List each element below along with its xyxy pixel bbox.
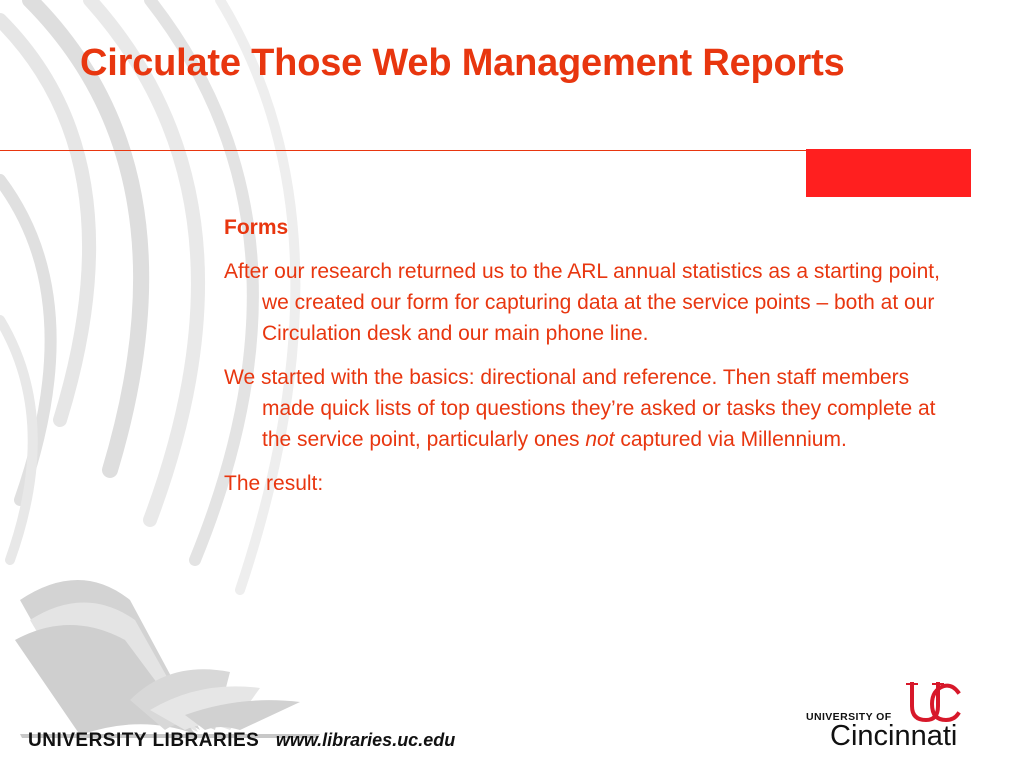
paragraph-basics-end: captured via Millennium. xyxy=(614,428,847,451)
emphasis-not: not xyxy=(585,428,615,451)
uc-logo xyxy=(806,680,981,756)
book-icon xyxy=(15,580,320,738)
accent-block xyxy=(806,149,971,197)
section-heading: Forms xyxy=(224,216,289,239)
footer xyxy=(28,730,455,752)
slide-body xyxy=(224,212,964,512)
paragraph-result: The result: xyxy=(224,472,324,495)
title-divider xyxy=(0,150,806,151)
paragraph-research: After our research returned us to the ARL annual statistics as a starting point, we created our form for capturing data at the service points – both at our Circulation desk and our main phone line. xyxy=(224,260,940,345)
paragraph-basics-text: We started with the basics: directional and reference. Then staff members made quick lists of top questions they’re asked or tasks they complete at the service point, particularly ones xyxy=(224,366,936,451)
slide-title: Circulate Those Web Management Reports xyxy=(80,42,845,84)
university-of-label: UNIVERSITY OF xyxy=(806,711,892,723)
library-url: www.libraries.uc.edu xyxy=(275,730,456,750)
university-city-label: Cincinnati xyxy=(830,720,958,752)
paragraph-basics xyxy=(224,362,964,455)
library-name: UNIVERSITY LIBRARIES xyxy=(28,730,260,751)
